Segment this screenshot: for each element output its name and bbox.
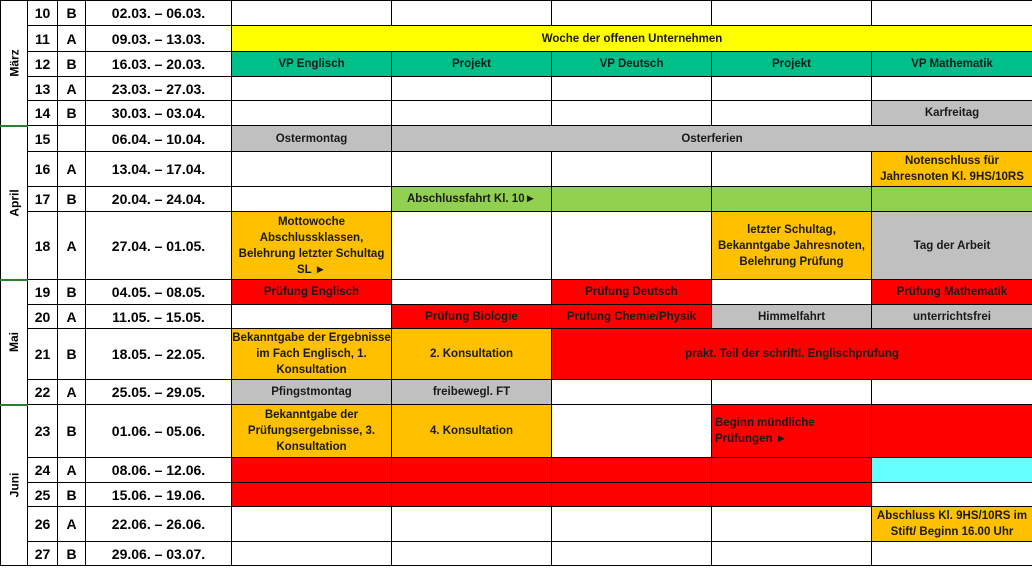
week-number: 24 (28, 458, 58, 483)
event-cell: prakt. Teil der schriftl. Englischprüfung (552, 329, 1032, 380)
event-cell: Bekanntgabe der Prüfungsergebnisse, 3. Konsultation (232, 405, 392, 458)
event-cell: Prüfung Biologie (392, 305, 552, 329)
week-number: 22 (28, 380, 58, 405)
week-number: 23 (28, 405, 58, 458)
event-cell (712, 458, 872, 483)
event-cell: Pfingstmontag (232, 380, 392, 405)
event-cell (872, 405, 1032, 458)
week-number: 26 (28, 507, 58, 542)
event-cell: VP Englisch (232, 52, 392, 77)
week-ab: A (58, 212, 86, 280)
event-cell (392, 507, 552, 542)
event-cell (392, 280, 552, 305)
week-dates: 09.03. – 13.03. (86, 26, 232, 52)
week-ab: A (58, 458, 86, 483)
event-cell (712, 280, 872, 305)
event-cell (232, 305, 392, 329)
event-cell (392, 1, 552, 26)
week-ab: A (58, 305, 86, 329)
event-cell: Mottowoche Abschlussklassen, Belehrung letzter Schultag SL ► (232, 212, 392, 280)
event-cell: freibewegl. FT (392, 380, 552, 405)
event-cell (232, 542, 392, 566)
event-cell: VP Deutsch (552, 52, 712, 77)
table-row (1, 101, 1032, 126)
event-cell (552, 542, 712, 566)
event-cell (392, 101, 552, 126)
event-cell (552, 458, 712, 483)
week-dates: 06.04. – 10.04. (86, 126, 232, 152)
week-ab: B (58, 52, 86, 77)
table-row (1, 212, 1032, 280)
event-cell (552, 405, 712, 458)
event-cell: Prüfung Chemie/Physik (552, 305, 712, 329)
table-row (1, 1, 1032, 26)
table-row (1, 152, 1032, 187)
week-number: 18 (28, 212, 58, 280)
month-label: April (1, 126, 28, 280)
event-cell (232, 187, 392, 212)
event-cell: unterrichtsfrei (872, 305, 1032, 329)
event-cell (552, 77, 712, 101)
month-label: März (1, 1, 28, 126)
event-cell (712, 1, 872, 26)
event-cell: VP Mathematik (872, 52, 1032, 77)
week-ab: A (58, 507, 86, 542)
week-number: 11 (28, 26, 58, 52)
week-number: 19 (28, 280, 58, 305)
event-cell: Abschlussfahrt Kl. 10► (392, 187, 552, 212)
month-label: Mai (1, 280, 28, 405)
week-ab: B (58, 483, 86, 507)
event-cell: 2. Konsultation (392, 329, 552, 380)
week-ab: A (58, 77, 86, 101)
event-cell (872, 380, 1032, 405)
event-cell (872, 542, 1032, 566)
week-number: 10 (28, 1, 58, 26)
week-ab: B (58, 101, 86, 126)
month-label: Juni (1, 405, 28, 566)
event-cell (392, 483, 552, 507)
event-cell (552, 187, 712, 212)
event-cell (552, 1, 712, 26)
event-cell (712, 101, 872, 126)
event-cell (552, 483, 712, 507)
week-dates: 23.03. – 27.03. (86, 77, 232, 101)
event-cell (552, 101, 712, 126)
event-cell: Beginn mündliche Prüfungen ► (712, 405, 872, 458)
event-cell (872, 187, 1032, 212)
week-dates: 16.03. – 20.03. (86, 52, 232, 77)
week-ab: A (58, 380, 86, 405)
week-dates: 15.06. – 19.06. (86, 483, 232, 507)
table-row (1, 305, 1032, 329)
event-cell (872, 77, 1032, 101)
event-cell: Prüfung Deutsch (552, 280, 712, 305)
event-cell (232, 507, 392, 542)
event-cell (872, 458, 1032, 483)
event-cell (392, 458, 552, 483)
event-cell (552, 380, 712, 405)
event-cell (712, 380, 872, 405)
event-cell: Woche der offenen Unternehmen (232, 26, 1032, 52)
event-cell (712, 542, 872, 566)
week-ab: B (58, 329, 86, 380)
week-number: 21 (28, 329, 58, 380)
week-ab: A (58, 26, 86, 52)
week-dates: 20.04. – 24.04. (86, 187, 232, 212)
event-cell: Karfreitag (872, 101, 1032, 126)
week-ab: A (58, 152, 86, 187)
week-dates: 08.06. – 12.06. (86, 458, 232, 483)
week-number: 25 (28, 483, 58, 507)
event-cell: Prüfung Mathematik (872, 280, 1032, 305)
event-cell: letzter Schultag, Bekanntgabe Jahresnoten, Belehrung Prüfung (712, 212, 872, 280)
table-row (1, 542, 1032, 566)
week-ab: B (58, 1, 86, 26)
table-row (1, 280, 1032, 305)
table-row (1, 405, 1032, 458)
event-cell (552, 507, 712, 542)
table-row (1, 187, 1032, 212)
event-cell: 4. Konsultation (392, 405, 552, 458)
week-number: 16 (28, 152, 58, 187)
week-ab: B (58, 280, 86, 305)
event-cell: Bekanntgabe der Ergebnisse im Fach Englisch, 1. Konsultation (232, 329, 392, 380)
event-cell (712, 507, 872, 542)
week-dates: 02.03. – 06.03. (86, 1, 232, 26)
table-row (1, 380, 1032, 405)
week-dates: 18.05. – 22.05. (86, 329, 232, 380)
table-row (1, 329, 1032, 380)
week-dates: 30.03. – 03.04. (86, 101, 232, 126)
event-cell (712, 77, 872, 101)
event-cell (232, 483, 392, 507)
event-cell (712, 187, 872, 212)
table-row (1, 77, 1032, 101)
table-row (1, 458, 1032, 483)
week-number: 17 (28, 187, 58, 212)
event-cell (232, 77, 392, 101)
week-dates: 29.06. – 03.07. (86, 542, 232, 566)
table-row (1, 52, 1032, 77)
event-cell (872, 483, 1032, 507)
week-dates: 22.06. – 26.06. (86, 507, 232, 542)
event-cell (392, 152, 552, 187)
event-cell (392, 77, 552, 101)
week-ab: B (58, 542, 86, 566)
week-dates: 13.04. – 17.04. (86, 152, 232, 187)
week-ab: B (58, 405, 86, 458)
week-dates: 25.05. – 29.05. (86, 380, 232, 405)
week-number: 14 (28, 101, 58, 126)
week-number: 13 (28, 77, 58, 101)
event-cell (392, 212, 552, 280)
event-cell (232, 1, 392, 26)
week-dates: 27.04. – 01.05. (86, 212, 232, 280)
event-cell: Notenschluss für Jahresnoten Kl. 9HS/10RS (872, 152, 1032, 187)
event-cell (552, 212, 712, 280)
table-row (1, 126, 1032, 152)
week-number: 12 (28, 52, 58, 77)
event-cell: Osterferien (392, 126, 1032, 152)
event-cell: Prüfung Englisch (232, 280, 392, 305)
event-cell (232, 458, 392, 483)
table-row (1, 483, 1032, 507)
table-row (1, 507, 1032, 542)
event-cell: Tag der Arbeit (872, 212, 1032, 280)
week-ab (58, 126, 86, 152)
event-cell: Projekt (392, 52, 552, 77)
event-cell (392, 542, 552, 566)
event-cell (232, 152, 392, 187)
week-dates: 01.06. – 05.06. (86, 405, 232, 458)
event-cell (712, 483, 872, 507)
event-cell (712, 152, 872, 187)
week-number: 27 (28, 542, 58, 566)
table-row (1, 26, 1032, 52)
event-cell: Himmelfahrt (712, 305, 872, 329)
week-dates: 04.05. – 08.05. (86, 280, 232, 305)
event-cell: Ostermontag (232, 126, 392, 152)
event-cell: Abschluss Kl. 9HS/10RS im Stift/ Beginn 16.00 Uhr (872, 507, 1032, 542)
event-cell: Projekt (712, 52, 872, 77)
week-number: 20 (28, 305, 58, 329)
week-ab: B (58, 187, 86, 212)
week-dates: 11.05. – 15.05. (86, 305, 232, 329)
event-cell (552, 152, 712, 187)
event-cell (872, 1, 1032, 26)
event-cell (232, 101, 392, 126)
week-number: 15 (28, 126, 58, 152)
